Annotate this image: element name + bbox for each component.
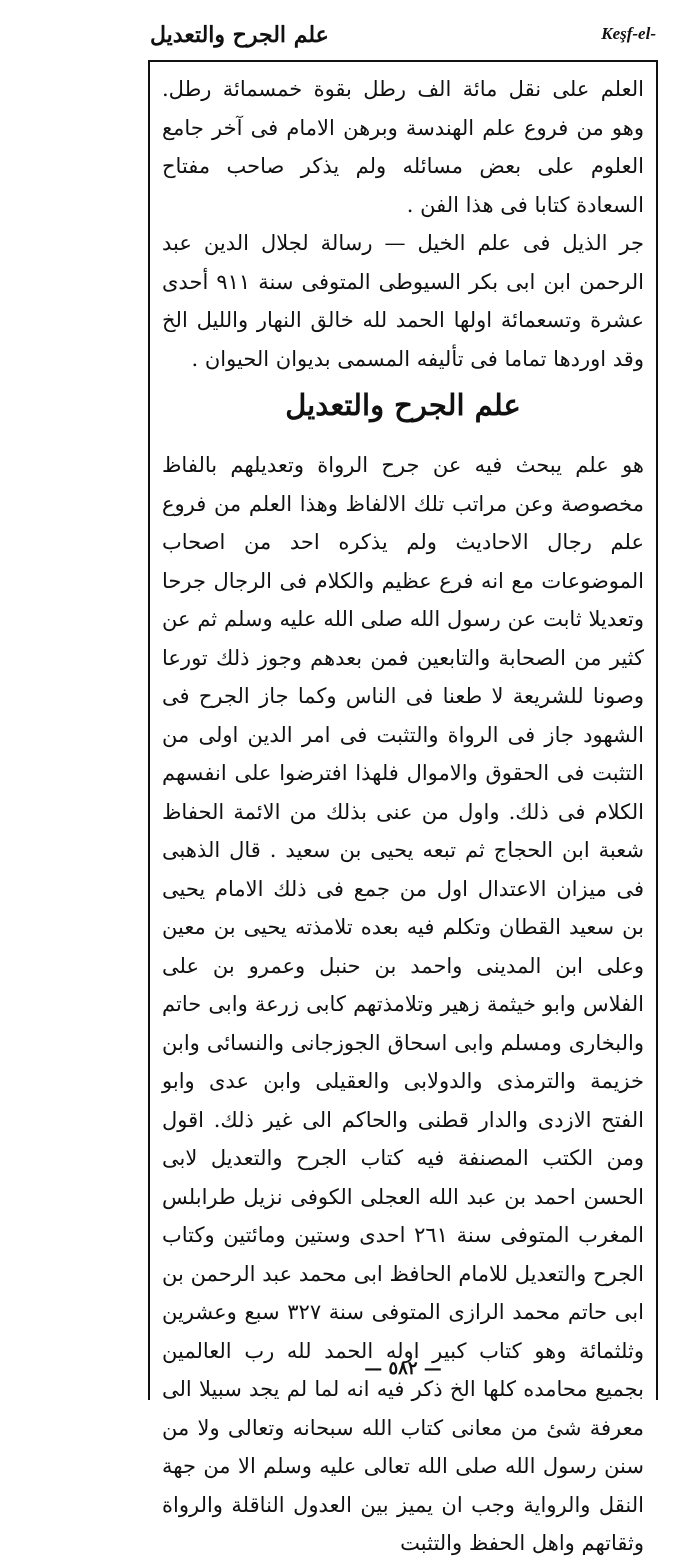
section-body-text: هو علم يبحث فيه عن جرح الرواة وتعديلهم بالفاظ مخصوصة وعن مراتب تلك الالفاظ وهذا العلم من فروع علم رجال الاحاديث ولم يذكره احد من اصحاب الموضوعات مع انه فرع عظيم والكلام فى الرجال جرحا وتعديلا ثابت عن رسول الله صلى الله عليه وسلم ثم عن كثير من الصحابة والتابعين فمن بعدهم وجوز ذلك تورعا وصونا للشريعة لا طعنا فى الناس وكما جاز الجرح فى الشهود جاز فى الرواة والتثبت فى امر الدين اولى من التثبت فى الحقوق والاموال فلهذا افترضوا على انفسهم الكلام فى ذلك. واول من عنى بذلك من الائمة الحفاظ شعبة ابن الحجاج ثم تبعه يحيى بن سعيد . قال الذهبى فى ميزان الاعتدال اول من جمع فى ذلك الامام يحيى بن سعيد القطان وتكلم فيه بعده تلامذته يحيى بن معين وعلى ابن المدينى واحمد بن حنبل وعمرو بن على الفلاس وابو خيثمة زهير وتلامذتهم كابى زرعة وابى حاتم والبخارى ومسلم وابى اسحاق الجوزجانى والنسائى وابن خزيمة والترمذى والدولابى والعقيلى وابن عدى وابو الفتح الازدى والدار قطنى والحاكم الى غير ذلك. اقول ومن الكتب المصنفة فيه كتاب الجرح والتعديل لابى الحسن احمد بن عبد الله العجلى الكوفى نزيل طرابلس المغرب المتوفى سنة ٢٦١ احدى وستين ومائتين وكتاب الجرح والتعديل للامام الحافظ ابى محمد عبد الرحمن بن ابى حاتم محمد الرازى المتوفى سنة ٣٢٧ سبع وعشرين وثلثمائة وهو كتاب كبير اوله الحمد لله رب العالمين بجميع محامده كلها الخ ذكر فيه انه لما لم يجد سبيلا الى معرفة شئ من معانى كتاب الله سبحانه وتعالى ولا من سنن رسول الله صلى الله تعالى عليه وسلم الا من جهة النقل والرواية وجب ان يميز بين العدول الناقلة والرواة وثقاتهم واهل الحفظ والتثبت — [162, 453, 645, 1555]
running-title-latin: Keşf-el- — [601, 24, 656, 43]
page-header — [150, 18, 656, 52]
page-body — [162, 70, 644, 1563]
section-heading: علم الجرح والتعديل — [285, 388, 521, 422]
paragraph-continuation: العلم على نقل مائة الف رطل بقوة خمسمائة رطل. وهو من فروع علم الهندسة وبرهن الامام فى آخر جامع العلوم على بعض مسائله ولم يذكر صاحب مفتاح السعادة كتابا فى هذا الفن . — [162, 77, 644, 217]
right-column-rule — [656, 60, 658, 1400]
running-title: علم الجرح والتعديل — [150, 22, 329, 48]
left-column-rule — [148, 60, 150, 1400]
paragraph-jarr-al-dhayl: جر الذيل فى علم الخيل — رسالة لجلال الدين عبد الرحمن ابن ابى بكر السيوطى المتوفى سنة ٩١١ أحدى عشرة وتسعمائة اولها الحمد لله خالق النهار والليل الخ وقد اوردها تماما فى تأليفه المسمى بديوان الحيوان . — [162, 231, 644, 371]
page-number: — ٥٨٢ — — [364, 1358, 442, 1379]
header-rule — [150, 60, 656, 62]
